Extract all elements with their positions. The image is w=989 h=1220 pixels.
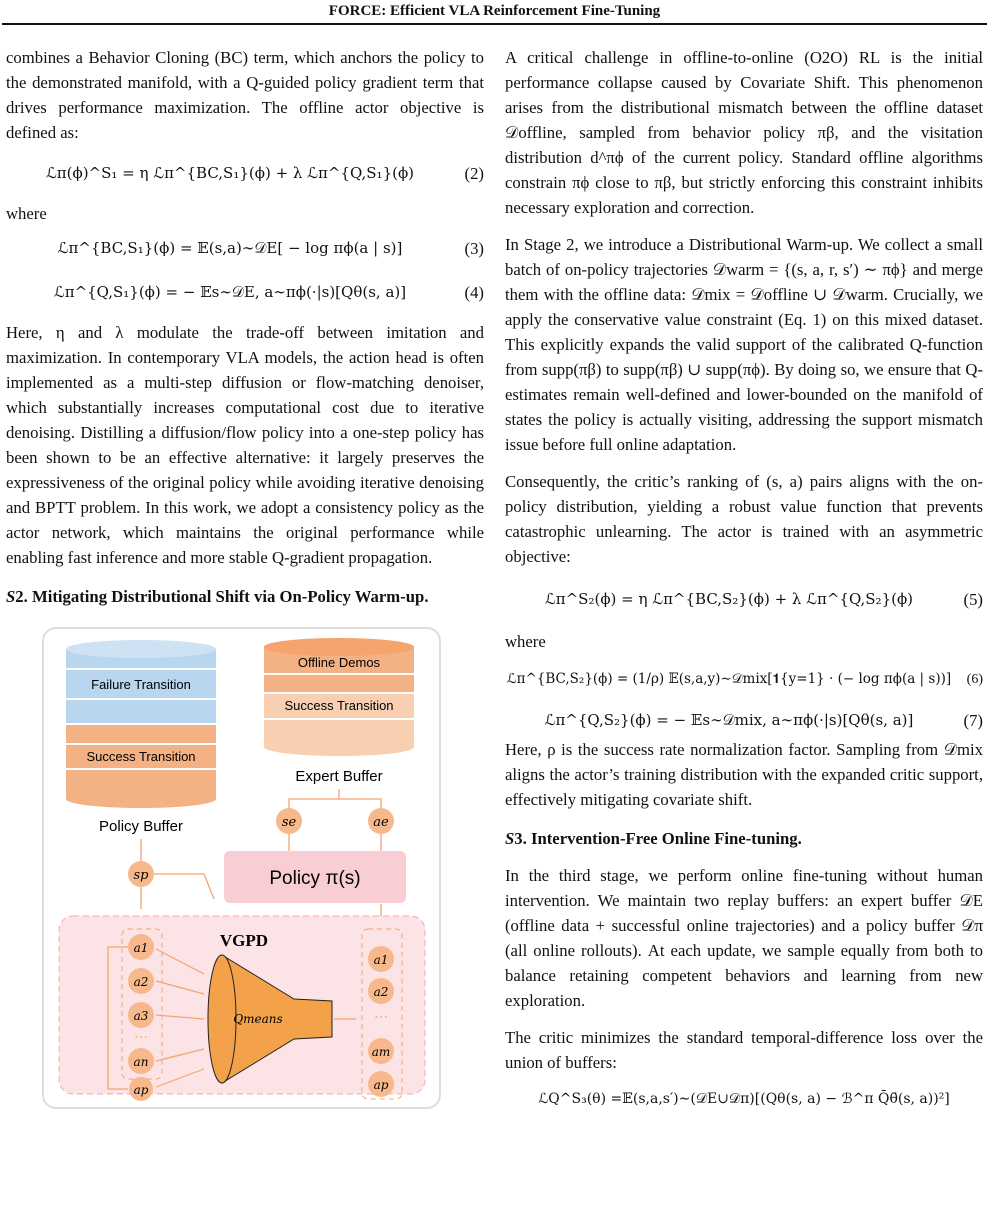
section-heading-s2: S2. Mitigating Distributional Shift via On-Policy Warm-up.	[6, 587, 429, 606]
section-prefix: S	[505, 829, 515, 848]
equation-number: (4)	[464, 282, 484, 302]
success-transition-label: Success Transition	[86, 749, 196, 764]
equation-4	[6, 270, 484, 314]
svg-text:⋯: ⋯	[374, 1008, 388, 1024]
equation-7	[505, 704, 983, 737]
left-column	[6, 45, 484, 1109]
svg-text:am: am	[371, 1045, 391, 1059]
svg-text:a3: a3	[133, 1009, 149, 1023]
right-column	[505, 45, 983, 1123]
equation-body: ℒπ^S₂(ϕ) = η ℒπ^{BC,S₂}(ϕ) + λ ℒπ^{Q,S₂}(ϕ)	[544, 589, 914, 608]
section-prefix: S	[6, 587, 16, 606]
section-title: 2. Mitigating Distributional Shift via On-Policy Warm-up	[15, 587, 425, 606]
paragraph: combines a Behavior Cloning (BC) term, which anchors the policy to the demonstrated manifold, with a Q-guided policy gradient term that drives performance maximization. The offline actor objective is defined as:	[6, 48, 484, 142]
running-header: FORCE: Efficient VLA Reinforcement Fine-Tuning	[328, 3, 661, 19]
paragraph: In Stage 2, we introduce a Distributional Warm-up. We collect a small batch of on-policy trajectories 𝒟warm = {(s, a, r, s′) ∼ πϕ} and merge them with the offline data: 𝒟mix = 𝒟offline ∪ 𝒟warm. Crucially, we apply the conservative value constraint (Eq. 1) on this mixed dataset. This explicitly expands the valid support of the calibrated Q-function from supp(πβ) to supp(πβ) ∪ supp(πϕ). By doing so, we ensure that Q-estimates remain well-defined and lower-bounded on the manifold of states the policy is actually visiting, addressing the support mismatch issue before full online adaptation.	[505, 235, 983, 454]
equation-body: ℒπ(ϕ)^S₁ = η ℒπ^{BC,S₁}(ϕ) + λ ℒπ^{Q,S₁}(ϕ)	[45, 163, 415, 182]
offline-demos-label: Offline Demos	[297, 655, 381, 670]
figure-pipeline	[42, 627, 441, 1109]
equation-3	[6, 226, 484, 270]
equation-body: ℒQ^S₃(θ) =𝔼(s,a,s′)∼(𝒟E∪𝒟π)[(Qθ(s, a) − ℬ^π Q̄θ̄(s, a))²]	[538, 1090, 950, 1107]
equation-number: (2)	[464, 163, 484, 183]
paragraph: Here, η and λ modulate the trade-off between imitation and maximization. In contemporary VLA models, the action head is often implemented as a multi-step diffusion or flow-matching denoiser, which substantially increases computational cost due to iterative denoising. Distilling a diffusion/flow policy into a one-step policy has been shown to be an effective alternative: it largely preserves the expressiveness of the original policy while avoiding iterative denoising and BPTT problem. In this work, we adopt a consistency policy as the actor network, which maintains the original performance while enabling fast inference and more stable Q-gradient propagation.	[6, 323, 484, 567]
equation-body: ℒπ^{BC,S₁}(ϕ) = 𝔼(s,a)∼𝒟E[ − log πϕ(a | s)]	[57, 238, 403, 257]
svg-text:a2: a2	[133, 975, 149, 989]
section-title: 3. Intervention-Free Online Fine-tuning	[514, 829, 798, 848]
equation-body: ℒπ^{BC,S₂}(ϕ) = (1/ρ) 𝔼(s,a,y)∼𝒟mix[𝟏{y=1} · (− log πϕ(a | s))]	[506, 670, 952, 687]
equation-6	[505, 654, 983, 704]
equation-number: (5)	[963, 589, 983, 609]
svg-text:ap: ap	[133, 1083, 149, 1097]
header-rule	[2, 23, 987, 25]
policy-buffer-cylinder	[66, 640, 216, 808]
success-transition-label: Success Transition	[284, 698, 394, 713]
equation-5	[505, 569, 983, 629]
expert-buffer-cylinder	[264, 638, 414, 756]
svg-text:⋯: ⋯	[134, 1028, 148, 1044]
equation-number: (3)	[464, 238, 484, 258]
expert-buffer-label: Expert Buffer	[295, 768, 383, 785]
svg-text:ap: ap	[373, 1078, 389, 1092]
section-heading-s3: S3. Intervention-Free Online Fine-tuning.	[505, 829, 802, 848]
svg-text:an: an	[133, 1055, 149, 1069]
failure-transition-label: Failure Transition	[91, 677, 191, 692]
where-label: where	[6, 204, 47, 223]
paragraph: The critic minimizes the standard temporal-difference loss over the union of buffers:	[505, 1028, 983, 1072]
paragraph: In the third stage, we perform online fine-tuning without human intervention. We maintain two replay buffers: an expert buffer 𝒟E (offline data + successful online trajectories) and a policy buffer 𝒟π (all online rollouts). At each update, we sample equally from both to balance retaining competent behaviors and learning from new exploration.	[505, 866, 983, 1010]
svg-text:a2: a2	[373, 985, 389, 999]
paragraph: Consequently, the critic’s ranking of (s, a) pairs aligns with the on-policy distribution, yielding a robust value function that prevents catastrophic unlearning. The actor is trained with an asymmetric objective:	[505, 472, 983, 566]
paragraph: A critical challenge in offline-to-online (O2O) RL is the initial performance collapse caused by Covariate Shift. This phenomenon arises from the distributional mismatch between the offline dataset 𝒟offline, sampled from behavior policy πβ, and the visitation distribution d^πϕ of the current policy. Standard offline algorithms constrain πϕ close to πβ, but strictly enforcing this constraint inhibits necessary exploration and correction.	[505, 48, 983, 217]
equation-8	[505, 1075, 983, 1123]
svg-text:a1: a1	[373, 953, 389, 967]
state-expert-label: se	[281, 815, 297, 830]
state-policy-label: sp	[133, 868, 149, 883]
paragraph: Here, ρ is the success rate normalization factor. Sampling from 𝒟mix aligns the actor’s training distribution with the expanded critic support, effectively mitigating covariate shift.	[505, 740, 983, 809]
equation-number: (6)	[966, 671, 983, 687]
action-expert-label: ae	[373, 815, 389, 830]
equation-body: ℒπ^{Q,S₂}(ϕ) = − 𝔼s∼𝒟mix, a∼πϕ(·|s)[Qθ(s, a)]	[544, 711, 914, 729]
equation-body: ℒπ^{Q,S₁}(ϕ) = − 𝔼s∼𝒟E, a∼πϕ(·|s)[Qθ(s, a)]	[53, 282, 407, 301]
pipeline-diagram	[44, 629, 439, 1107]
vgpd-label: VGPD	[219, 931, 269, 950]
equation-number: (7)	[963, 711, 983, 730]
svg-text:a1: a1	[133, 941, 149, 955]
policy-label: Policy π(s)	[269, 868, 361, 889]
equation-2	[6, 145, 484, 201]
policy-buffer-label: Policy Buffer	[99, 818, 183, 835]
qmeans-label: Qmeans	[233, 1012, 283, 1026]
where-label: where	[505, 632, 546, 651]
